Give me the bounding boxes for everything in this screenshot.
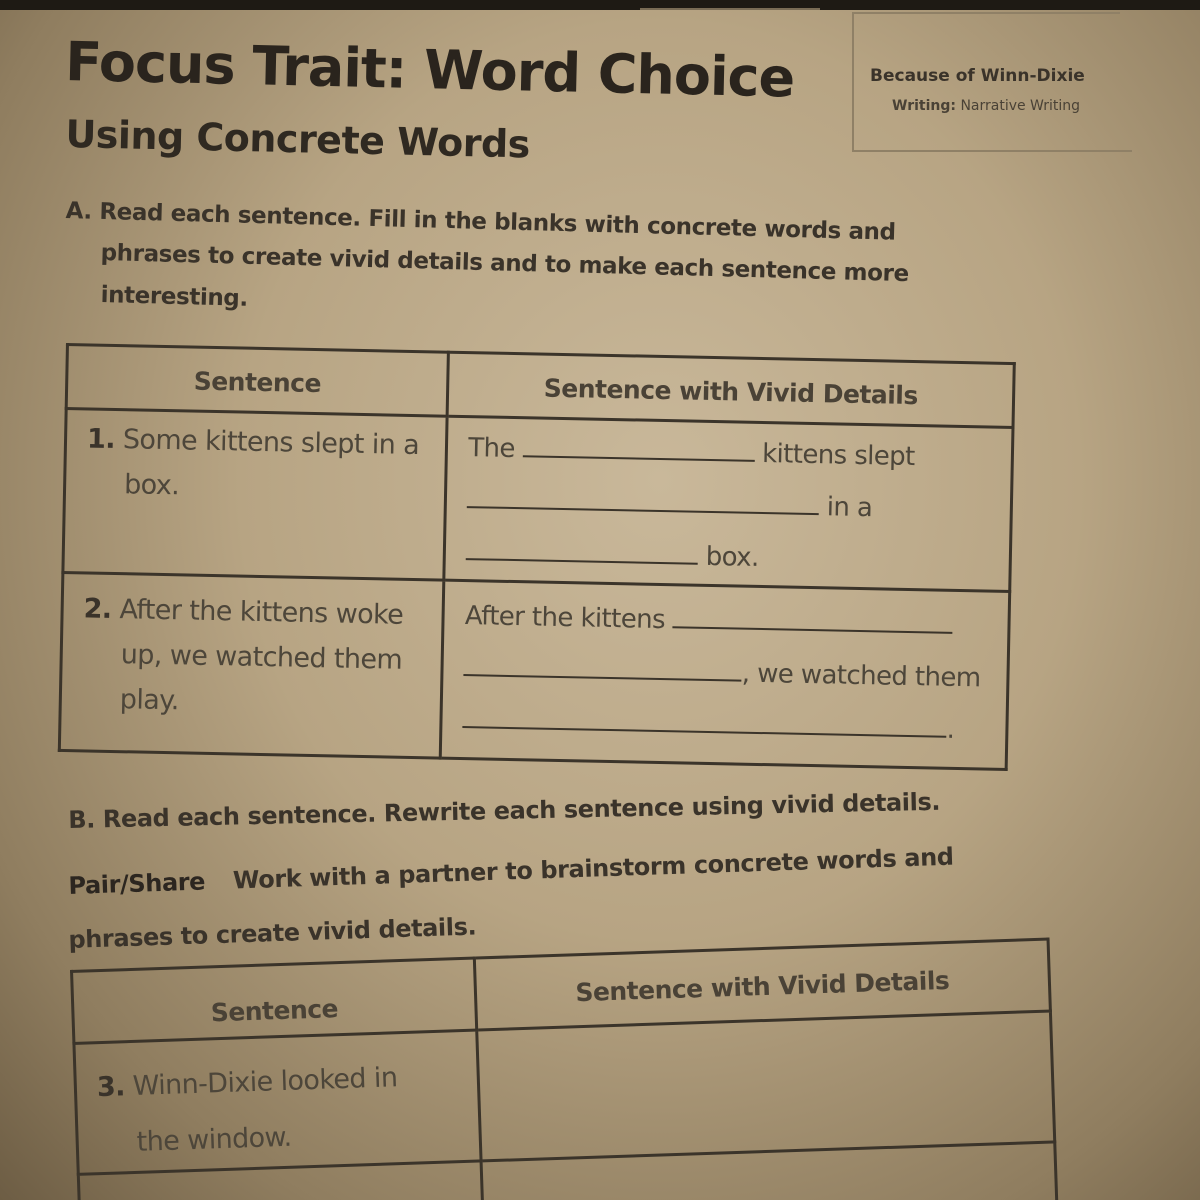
row2-vivid-line-3	[462, 694, 1006, 757]
row2-vivid-period: .	[946, 714, 955, 745]
row2-blank-3[interactable]	[463, 704, 947, 738]
pair-share-line-1	[68, 843, 954, 900]
table-b-row3-sentence-cell	[74, 1030, 481, 1174]
table-a-header-vivid: Sentence with Vivid Details	[447, 352, 1014, 427]
pair-share-label: Pair/Share	[68, 867, 206, 900]
table-a-row1-vivid-cell	[444, 416, 1013, 591]
row1-vivid-kittens-slept: kittens slept	[761, 438, 915, 473]
table-row	[63, 409, 1013, 592]
section-b-instruction: B. Read each sentence. Rewrite each sentence using vivid details.	[68, 787, 941, 834]
row2-vivid-we-watched-them: , we watched them	[741, 658, 981, 694]
pair-share-text-1: Work with a partner to brainstorm concrete words and	[232, 842, 954, 895]
row1-sentence-line-2: box.	[123, 469, 180, 502]
row3-sentence-line-1: Winn-Dixie looked in	[132, 1062, 398, 1102]
row1-blank-2[interactable]	[467, 484, 819, 515]
section-a-instruction-line-2: phrases to create vivid details and to make each sentence more	[100, 240, 910, 288]
row1-vivid-box: box.	[705, 541, 759, 573]
table-a-row1-sentence-cell	[63, 409, 447, 581]
row1-vivid-the: The	[467, 433, 516, 465]
table-b-header-vivid: Sentence with Vivid Details	[474, 939, 1050, 1030]
row1-sentence	[66, 410, 446, 514]
row2-vivid-after-the-kittens: After the kittens	[464, 601, 666, 636]
row2-sentence-line-1: After the kittens woke	[119, 594, 404, 631]
table-b-row3-vivid-cell[interactable]	[477, 1011, 1055, 1161]
table-row	[59, 572, 1009, 769]
table-b	[70, 938, 1059, 1200]
table-a-row2-vivid-cell	[441, 580, 1010, 769]
row1-blank-3[interactable]	[466, 536, 698, 565]
page-title: Focus Trait: Word Choice	[64, 30, 795, 110]
row3-sentence	[75, 1032, 479, 1173]
unit-badge-subtitle	[892, 98, 1080, 114]
table-a-header-sentence: Sentence	[66, 345, 448, 417]
section-a-instruction-line-1: A. Read each sentence. Fill in the blanks with concrete words and	[65, 198, 896, 246]
page-top-edge	[0, 0, 1200, 10]
unit-badge-top-border	[852, 12, 1120, 14]
unit-badge-label: Writing:	[892, 98, 956, 114]
row2-blank-1[interactable]	[672, 604, 952, 634]
row2-blank-2[interactable]	[464, 652, 742, 682]
row2-sentence	[61, 574, 442, 729]
page-subtitle: Using Concrete Words	[65, 112, 531, 167]
table-a-row2-sentence-cell	[59, 572, 444, 758]
table-a	[58, 343, 1016, 771]
table-b-header-sentence: Sentence	[72, 958, 477, 1043]
row2-sentence-line-3: play.	[119, 684, 180, 717]
row2-sentence-line-2: up, we watched them	[120, 639, 403, 676]
row1-blank-1[interactable]	[522, 433, 754, 462]
unit-badge-value: Narrative Writing	[960, 98, 1081, 114]
pair-share-line-2: phrases to create vivid details.	[68, 912, 477, 954]
section-a-instruction-line-3: interesting.	[100, 282, 249, 312]
row3-sentence-line-2: the window.	[136, 1121, 293, 1158]
unit-badge-title: Because of Winn-Dixie	[870, 66, 1085, 86]
row1-vivid-in-a: in a	[826, 492, 873, 524]
top-rule	[640, 8, 820, 10]
row1-sentence-line-1: Some kittens slept in a	[122, 424, 420, 462]
row1-vivid-line-3	[466, 526, 1010, 589]
row1-number: 1.	[86, 423, 116, 455]
row3-number: 3.	[96, 1071, 126, 1104]
row2-number: 2.	[83, 593, 112, 625]
